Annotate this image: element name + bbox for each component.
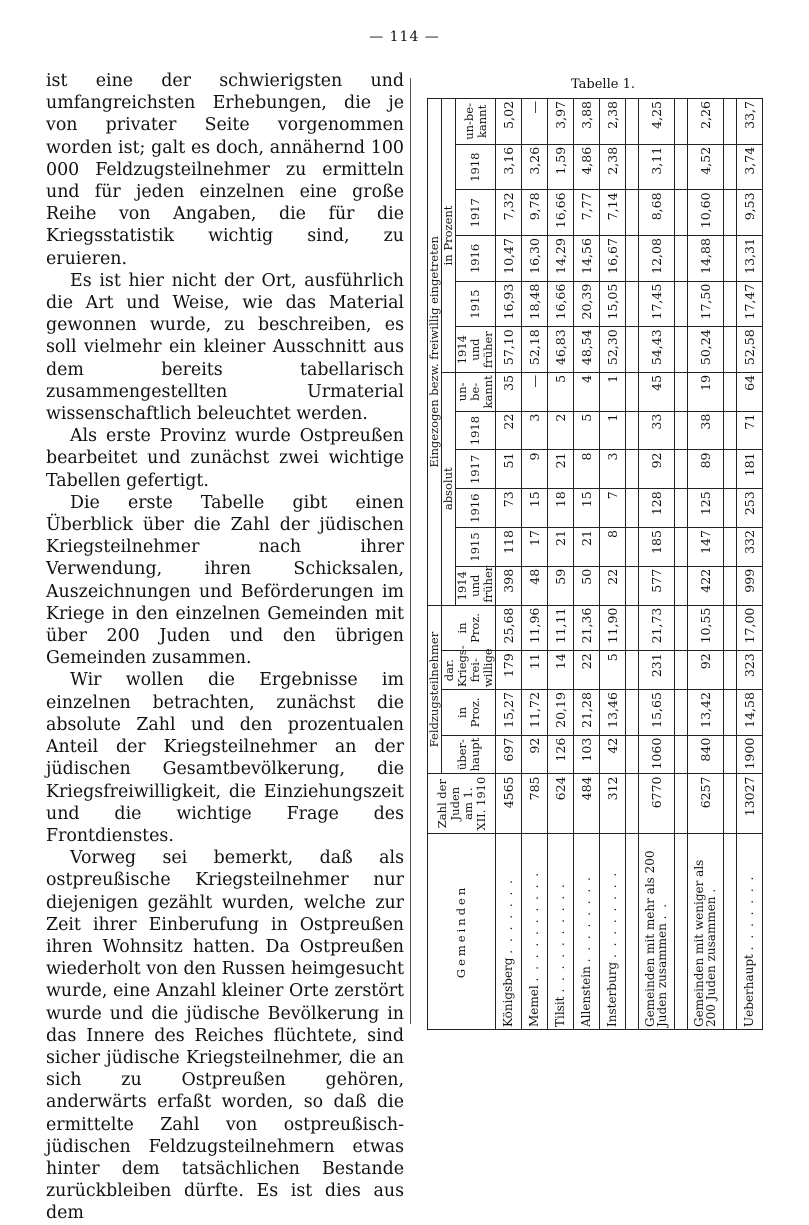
header-proz-1915: 1915 <box>456 281 496 327</box>
row-leader-dots: . . . . . . . . . . <box>552 882 567 993</box>
cell-p17: 7,77 <box>573 190 599 236</box>
spacer-cell <box>723 566 736 605</box>
cell-frei: 231 <box>638 651 674 690</box>
row-name <box>599 833 625 1029</box>
cell-a14: 398 <box>496 566 522 605</box>
cell-a15: 21 <box>573 528 599 567</box>
spacer-cell <box>723 144 736 190</box>
row-name-text: Gemeinden mit mehr als 200 Juden zusammen <box>643 850 670 1027</box>
cell-a15: 147 <box>687 528 723 567</box>
table-row <box>521 99 547 1030</box>
cell-a17: 181 <box>736 450 762 489</box>
cell-proz: 14,58 <box>736 690 762 736</box>
cell-frei: 14 <box>547 651 573 690</box>
spacer-cell <box>723 489 736 528</box>
cell-aun: 5 <box>547 372 573 411</box>
cell-a18: 3 <box>521 411 547 450</box>
cell-ueb: 697 <box>496 735 522 774</box>
spacer-cell <box>625 690 638 736</box>
spacer-cell <box>723 236 736 282</box>
cell-a18: 38 <box>687 411 723 450</box>
cell-p15: 17,47 <box>736 281 762 327</box>
cell-fproz: 10,55 <box>687 605 723 651</box>
cell-p16: 16,67 <box>599 236 625 282</box>
cell-fproz: 11,90 <box>599 605 625 651</box>
cell-a16: 128 <box>638 489 674 528</box>
cell-fproz: 25,68 <box>496 605 522 651</box>
cell-pun: 33,7 <box>736 99 762 145</box>
cell-proz: 20,19 <box>547 690 573 736</box>
cell-ueb: 1900 <box>736 735 762 774</box>
spacer-cell <box>625 528 638 567</box>
cell-a16: 15 <box>573 489 599 528</box>
cell-zahl: 6257 <box>687 774 723 833</box>
row-name <box>496 833 522 1029</box>
spacer-cell <box>723 327 736 373</box>
spacer-cell <box>674 411 687 450</box>
spacer-row <box>674 99 687 1030</box>
cell-zahl: 6770 <box>638 774 674 833</box>
table-body <box>496 99 763 1030</box>
row-name <box>736 833 762 1029</box>
cell-p17: 8,68 <box>638 190 674 236</box>
header-in-proz-2: in Proz. <box>442 605 496 651</box>
spacer-cell <box>625 774 638 833</box>
table-row <box>599 99 625 1030</box>
spacer-cell <box>723 372 736 411</box>
row-name-text: Tilsit <box>552 996 567 1027</box>
cell-zahl: 484 <box>573 774 599 833</box>
spacer-cell <box>723 605 736 651</box>
cell-pun: — <box>521 99 547 145</box>
paragraph-6: Vorweg sei bemerkt, daß als ostpreußische Kriegsteilnehmer nur diejenigen gezählt wurden, welche zur Zeit ihrer Einberufung in Ostpreußen ihren Wohnsitz hatten. Da Ostpreußen wiederholt von den Russen heimgesucht wurde, eine Anzahl kleiner Orte zerstört wurde und die jüdische Bevölkerung in das Innere des Reiches flüchtete, sind sicher jüdische Kriegsteilnehmer, die an sich zu Ostpreußen gehören, anderwärts erfaßt worden, so daß die ermittelte Zahl von ostpreußisch-jüdischen Feldzugsteilnehmern etwas hinter dem tatsächlichen Bestande zurückbleiben dürfte. Es ist dies aus dem <box>46 848 404 1224</box>
row-leader-dots: . . <box>655 901 670 920</box>
cell-p14: 48,54 <box>573 327 599 373</box>
cell-ueb: 1060 <box>638 735 674 774</box>
cell-a14: 422 <box>687 566 723 605</box>
spacer-cell <box>625 236 638 282</box>
spacer-cell <box>723 411 736 450</box>
spacer-cell <box>674 528 687 567</box>
header-proz-1914: 1914 und früher <box>456 327 496 373</box>
cell-p14: 54,43 <box>638 327 674 373</box>
cell-a17: 21 <box>547 450 573 489</box>
header-kriegsfreiwillige: dar. Kriegs-frei-willige <box>442 651 496 690</box>
row-name-text: Gemeinden mit weniger als 200 Juden zusammen <box>692 859 719 1027</box>
row-name-text: Königsberg <box>500 957 515 1027</box>
header-abs-unbekannt: un-be-kannt <box>456 372 496 411</box>
cell-p17: 10,60 <box>687 190 723 236</box>
table-row <box>638 99 674 1030</box>
spacer-cell <box>723 190 736 236</box>
rotated-table-container <box>427 98 763 1030</box>
cell-a15: 21 <box>547 528 573 567</box>
row-name <box>547 833 573 1029</box>
cell-p18: 4,86 <box>573 144 599 190</box>
table-row <box>573 99 599 1030</box>
cell-p15: 17,50 <box>687 281 723 327</box>
spacer-cell <box>723 833 736 1029</box>
cell-a16: 73 <box>496 489 522 528</box>
cell-frei: 5 <box>599 651 625 690</box>
cell-p17: 7,32 <box>496 190 522 236</box>
spacer-cell <box>674 236 687 282</box>
row-leader-dots: . <box>704 886 719 893</box>
row-name <box>687 833 723 1029</box>
header-abs-1917: 1917 <box>456 450 496 489</box>
spacer-cell <box>674 327 687 373</box>
spacer-cell <box>723 528 736 567</box>
cell-p14: 52,58 <box>736 327 762 373</box>
spacer-cell <box>723 690 736 736</box>
spacer-cell <box>723 281 736 327</box>
cell-aun: — <box>521 372 547 411</box>
cell-proz: 21,28 <box>573 690 599 736</box>
paragraph-1: ist eine der schwierigsten und umfangreichsten Erhebungen, die je von privater Seite vorgenommen worden ist; galt es doch, annähernd 100 000 Feldzugsteilnehmer zu ermitteln und für jeden einzelnen eine große Reihe von Angaben, die für die Kriegsstatistik wichtig sind, zu eruieren. <box>46 71 404 269</box>
cell-a14: 577 <box>638 566 674 605</box>
row-leader-dots: . . . . . . . <box>741 874 756 951</box>
cell-a18: 1 <box>599 411 625 450</box>
spacer-row <box>625 99 638 1030</box>
header-proz-1918: 1918 <box>456 144 496 190</box>
cell-a15: 17 <box>521 528 547 567</box>
spacer-cell <box>674 489 687 528</box>
cell-a15: 332 <box>736 528 762 567</box>
cell-p18: 2,38 <box>599 144 625 190</box>
paragraph-2: Es ist hier nicht der Ort, ausführlich die Art und Weise, wie das Material gewonnen wurde, zu beschreiben, es soll vielmehr ein kleiner Ausschnitt aus dem bereits tabellarisch zusammengestellten Urmaterial wissenschaftlich beleuchtet werden. <box>46 270 404 425</box>
cell-aun: 1 <box>599 372 625 411</box>
cell-a15: 185 <box>638 528 674 567</box>
paragraph-3: Als erste Provinz wurde Ostpreußen bearbeitet und zunächst zwei wichtige Tabellen gefertigt. <box>46 426 404 491</box>
row-leader-dots: . . . . . . . . <box>604 870 619 959</box>
header-abs-1915: 1915 <box>456 528 496 567</box>
cell-a16: 7 <box>599 489 625 528</box>
cell-p15: 20,39 <box>573 281 599 327</box>
header-proz-1917: 1917 <box>456 190 496 236</box>
table-row <box>547 99 573 1030</box>
column-divider <box>410 78 411 1024</box>
spacer-cell <box>625 281 638 327</box>
cell-p14: 52,18 <box>521 327 547 373</box>
header-ueberhaupt: über-haupt <box>442 735 496 774</box>
header-abs-1914: 1914 und früher <box>456 566 496 605</box>
header-eingezogen: Eingezogen bezw. freiwillig eingetreten <box>428 99 442 606</box>
cell-aun: 19 <box>687 372 723 411</box>
row-name <box>573 833 599 1029</box>
spacer-cell <box>723 651 736 690</box>
spacer-cell <box>674 774 687 833</box>
spacer-cell <box>723 735 736 774</box>
spacer-cell <box>674 450 687 489</box>
cell-a17: 8 <box>573 450 599 489</box>
spacer-cell <box>625 144 638 190</box>
paragraph-4: Die erste Tabelle gibt einen Überblick über die Zahl der jüdischen Kriegsteilnehmer nach ihrer Verwendung, ihren Schicksalen, Auszeichnungen und Beförderungen im Kriege in den einzelnen Gemeinden mit über 200 Juden und den übrigen Gemeinden zusammen. <box>46 492 404 669</box>
cell-p16: 12,08 <box>638 236 674 282</box>
cell-a14: 999 <box>736 566 762 605</box>
header-zahl: Zahl der Juden am 1. XII. 1910 <box>428 774 496 833</box>
row-leader-dots: . . . . . . . . . . <box>526 870 541 982</box>
cell-p15: 17,45 <box>638 281 674 327</box>
cell-a18: 33 <box>638 411 674 450</box>
cell-pun: 2,26 <box>687 99 723 145</box>
cell-a16: 253 <box>736 489 762 528</box>
cell-proz: 15,65 <box>638 690 674 736</box>
cell-ueb: 126 <box>547 735 573 774</box>
cell-a18: 5 <box>573 411 599 450</box>
cell-zahl: 312 <box>599 774 625 833</box>
cell-p15: 18,48 <box>521 281 547 327</box>
cell-p16: 10,47 <box>496 236 522 282</box>
cell-p15: 16,66 <box>547 281 573 327</box>
cell-fproz: 21,36 <box>573 605 599 651</box>
cell-p17: 7,14 <box>599 190 625 236</box>
cell-proz: 13,42 <box>687 690 723 736</box>
row-name <box>638 833 674 1029</box>
cell-ueb: 92 <box>521 735 547 774</box>
cell-p14: 50,24 <box>687 327 723 373</box>
spacer-cell <box>674 605 687 651</box>
spacer-cell <box>674 281 687 327</box>
row-name-text: Insterburg <box>604 961 619 1027</box>
cell-pun: 4,25 <box>638 99 674 145</box>
spacer-cell <box>723 99 736 145</box>
cell-zahl: 4565 <box>496 774 522 833</box>
cell-p17: 9,78 <box>521 190 547 236</box>
cell-a17: 92 <box>638 450 674 489</box>
cell-ueb: 103 <box>573 735 599 774</box>
cell-p18: 1,59 <box>547 144 573 190</box>
cell-frei: 179 <box>496 651 522 690</box>
cell-p18: 3,11 <box>638 144 674 190</box>
cell-a15: 8 <box>599 528 625 567</box>
row-name <box>521 833 547 1029</box>
spacer-cell <box>625 651 638 690</box>
paragraph-5: Wir wollen die Ergebnisse im einzelnen betrachten, zunächst die absolute Zahl und den prozentualen Anteil der Kriegsteilnehmer an der jüdischen Gesamtbevölkerung, die Kriegsfreiwilligkeit, die Einziehungszeit und die wichtige Frage des Frontdienstes. <box>46 670 404 846</box>
cell-pun: 2,38 <box>599 99 625 145</box>
spacer-cell <box>625 450 638 489</box>
table-caption: Tabelle 1. <box>571 77 635 92</box>
spacer-cell <box>674 735 687 774</box>
header-feldzugsteilnehmer: Feldzugsteilnehmer <box>428 605 442 774</box>
spacer-cell <box>723 450 736 489</box>
cell-zahl: 785 <box>521 774 547 833</box>
cell-pun: 3,97 <box>547 99 573 145</box>
cell-a14: 50 <box>573 566 599 605</box>
cell-proz: 15,27 <box>496 690 522 736</box>
spacer-cell <box>674 99 687 145</box>
cell-proz: 11,72 <box>521 690 547 736</box>
cell-fproz: 11,96 <box>521 605 547 651</box>
cell-aun: 4 <box>573 372 599 411</box>
cell-aun: 64 <box>736 372 762 411</box>
spacer-row <box>723 99 736 1030</box>
cell-frei: 22 <box>573 651 599 690</box>
cell-fproz: 17,00 <box>736 605 762 651</box>
cell-a17: 51 <box>496 450 522 489</box>
cell-zahl: 624 <box>547 774 573 833</box>
cell-p16: 14,56 <box>573 236 599 282</box>
spacer-cell <box>625 411 638 450</box>
row-name-text: Allenstein <box>578 966 593 1027</box>
spacer-cell <box>674 651 687 690</box>
table-row <box>687 99 723 1030</box>
spacer-cell <box>674 833 687 1029</box>
cell-a17: 89 <box>687 450 723 489</box>
header-in-prozent: in Prozent <box>442 99 456 373</box>
cell-p15: 16,93 <box>496 281 522 327</box>
cell-aun: 35 <box>496 372 522 411</box>
cell-proz: 13,46 <box>599 690 625 736</box>
cell-fproz: 21,73 <box>638 605 674 651</box>
page-number: — 114 — <box>369 29 440 45</box>
spacer-cell <box>674 144 687 190</box>
spacer-cell <box>625 833 638 1029</box>
cell-p14: 57,10 <box>496 327 522 373</box>
spacer-cell <box>674 690 687 736</box>
spacer-cell <box>625 190 638 236</box>
header-abs-1918: 1918 <box>456 411 496 450</box>
cell-a18: 2 <box>547 411 573 450</box>
cell-ueb: 42 <box>599 735 625 774</box>
header-proz-1916: 1916 <box>456 236 496 282</box>
cell-frei: 11 <box>521 651 547 690</box>
cell-pun: 3,88 <box>573 99 599 145</box>
spacer-cell <box>674 372 687 411</box>
data-table <box>427 98 763 1030</box>
cell-a14: 48 <box>521 566 547 605</box>
cell-p14: 46,83 <box>547 327 573 373</box>
cell-p17: 16,66 <box>547 190 573 236</box>
cell-a17: 3 <box>599 450 625 489</box>
header-in-proz: in Proz. <box>442 690 496 736</box>
cell-p14: 52,30 <box>599 327 625 373</box>
cell-ueb: 840 <box>687 735 723 774</box>
cell-frei: 323 <box>736 651 762 690</box>
cell-frei: 92 <box>687 651 723 690</box>
cell-p18: 4,52 <box>687 144 723 190</box>
spacer-cell <box>674 190 687 236</box>
row-name-text: Memel <box>526 985 541 1027</box>
spacer-cell <box>674 566 687 605</box>
header-gemeinden: Gemeinden <box>428 833 496 1029</box>
body-text <box>46 70 404 1225</box>
header-absolut: absolut <box>442 372 456 605</box>
spacer-cell <box>625 489 638 528</box>
cell-aun: 45 <box>638 372 674 411</box>
row-leader-dots: . . . . . . . <box>500 878 515 954</box>
cell-pun: 5,02 <box>496 99 522 145</box>
cell-p17: 9,53 <box>736 190 762 236</box>
cell-a15: 118 <box>496 528 522 567</box>
cell-p18: 3,16 <box>496 144 522 190</box>
cell-a18: 71 <box>736 411 762 450</box>
table-row <box>736 99 762 1030</box>
cell-a16: 15 <box>521 489 547 528</box>
cell-p16: 13,31 <box>736 236 762 282</box>
spacer-cell <box>625 605 638 651</box>
cell-p16: 14,29 <box>547 236 573 282</box>
spacer-cell <box>625 327 638 373</box>
cell-p16: 16,30 <box>521 236 547 282</box>
cell-a16: 18 <box>547 489 573 528</box>
spacer-cell <box>625 372 638 411</box>
cell-a17: 9 <box>521 450 547 489</box>
cell-p18: 3,74 <box>736 144 762 190</box>
cell-p16: 14,88 <box>687 236 723 282</box>
cell-fproz: 11,11 <box>547 605 573 651</box>
row-name-text: Ueberhaupt <box>741 954 756 1027</box>
cell-a14: 22 <box>599 566 625 605</box>
row-leader-dots: . . . . . . . . <box>578 875 593 963</box>
spacer-cell <box>625 735 638 774</box>
spacer-cell <box>723 774 736 833</box>
cell-a16: 125 <box>687 489 723 528</box>
cell-zahl: 13027 <box>736 774 762 833</box>
cell-a18: 22 <box>496 411 522 450</box>
header-abs-1916: 1916 <box>456 489 496 528</box>
cell-p15: 15,05 <box>599 281 625 327</box>
cell-p18: 3,26 <box>521 144 547 190</box>
spacer-cell <box>625 99 638 145</box>
spacer-cell <box>625 566 638 605</box>
header-proz-unbekannt: un-be-kannt <box>456 99 496 145</box>
cell-a14: 59 <box>547 566 573 605</box>
table-row <box>496 99 522 1030</box>
